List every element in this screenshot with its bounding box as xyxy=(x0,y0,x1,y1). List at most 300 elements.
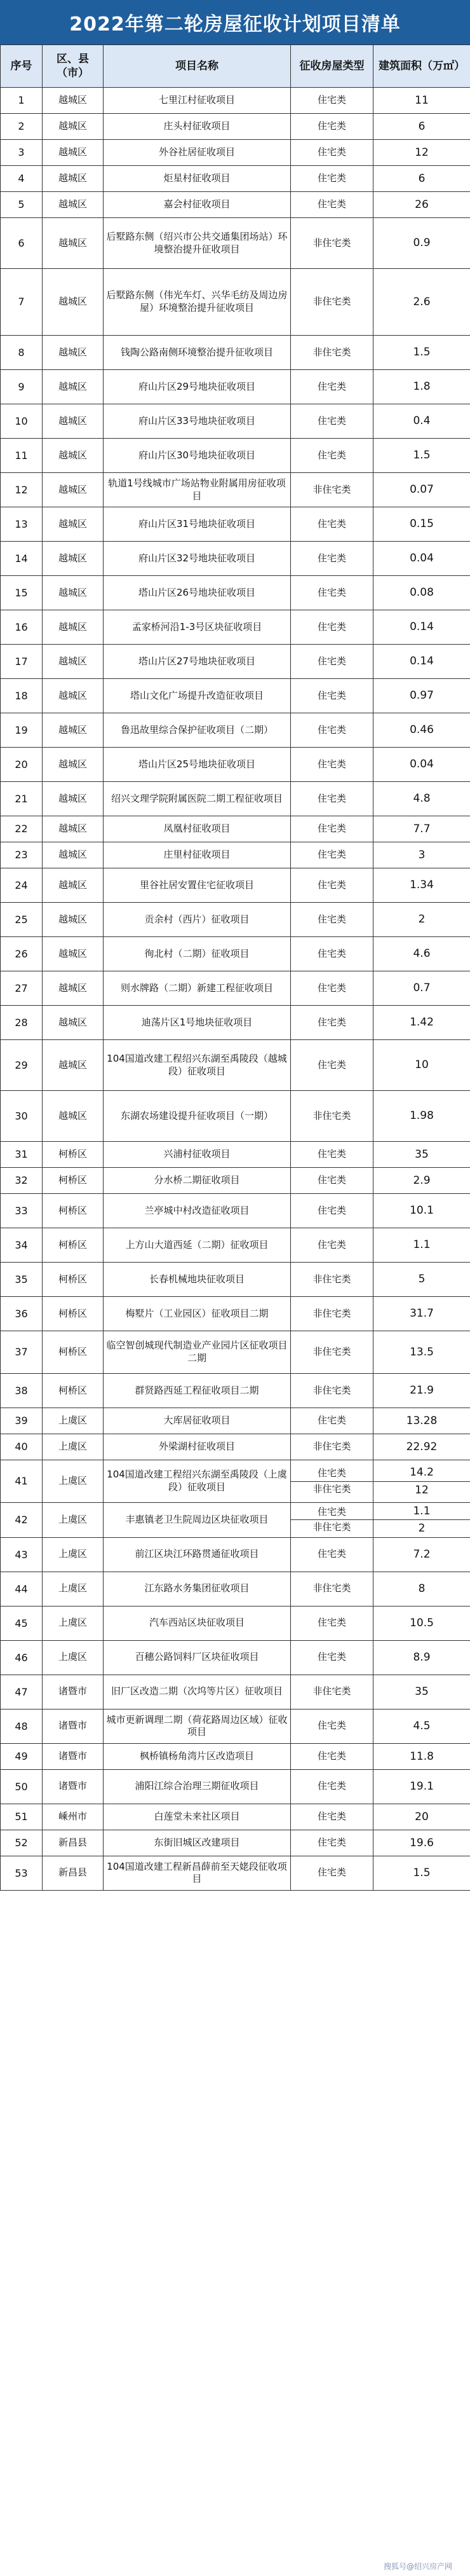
cell-serial: 9 xyxy=(1,370,43,404)
cell-floor-area: 4.5 xyxy=(373,1709,470,1743)
cell-serial: 29 xyxy=(1,1040,43,1091)
cell-floor-area: 0.04 xyxy=(373,748,470,782)
cell-serial: 53 xyxy=(1,1856,43,1890)
cell-floor-area: 2.6 xyxy=(373,269,470,336)
table-row xyxy=(1,1743,470,1769)
cell-district: 上虞区 xyxy=(43,1537,104,1572)
cell-floor-area: 35 xyxy=(373,1142,470,1168)
table-row xyxy=(1,140,470,166)
cell-serial: 13 xyxy=(1,507,43,542)
cell-floor-area: 0.08 xyxy=(373,576,470,610)
cell-floor-area: 1.42 xyxy=(373,1006,470,1040)
cell-serial: 30 xyxy=(1,1091,43,1142)
header-house-type: 征收房屋类型 xyxy=(291,45,373,88)
cell-floor-area: 13.28 xyxy=(373,1408,470,1434)
cell-project-name: 城市更新调理二期（荷花路周边区域）征收项目 xyxy=(104,1709,291,1743)
table-body xyxy=(1,88,470,1891)
table-row xyxy=(1,1434,470,1460)
table-row xyxy=(1,1006,470,1040)
cell-district: 越城区 xyxy=(43,166,104,192)
cell-project-name: 外谷社居征收项目 xyxy=(104,140,291,166)
cell-house-type: 住宅类 xyxy=(291,192,373,218)
cell-serial: 45 xyxy=(1,1606,43,1640)
table-row xyxy=(1,1640,470,1675)
cell-floor-area: 19.6 xyxy=(373,1830,470,1856)
cell-district: 嵊州市 xyxy=(43,1804,104,1830)
cell-house-type: 住宅类 xyxy=(291,1804,373,1830)
cell-house-type: 非住宅类 xyxy=(291,1675,373,1709)
header-district: 区、县（市） xyxy=(43,45,104,88)
cell-project-name: 白莲堂未来社区项目 xyxy=(104,1804,291,1830)
cell-project-name: 百穗公路饲料厂区块征收项目 xyxy=(104,1640,291,1675)
cell-district: 越城区 xyxy=(43,782,104,816)
cell-serial: 8 xyxy=(1,336,43,370)
table-row xyxy=(1,269,470,336)
cell-serial: 49 xyxy=(1,1743,43,1769)
cell-serial: 50 xyxy=(1,1769,43,1804)
cell-project-name: 府山片区31号地块征收项目 xyxy=(104,507,291,542)
cell-project-name: 东湖农场建设提升征收项目（一期） xyxy=(104,1091,291,1142)
cell-floor-area: 8 xyxy=(373,1572,470,1606)
cell-serial: 10 xyxy=(1,404,43,439)
cell-serial: 14 xyxy=(1,542,43,576)
cell-house-type: 住宅类 xyxy=(291,1537,373,1572)
cell-house-type: 住宅类 xyxy=(291,679,373,713)
table-row xyxy=(1,1331,470,1374)
cell-floor-area: 10 xyxy=(373,1040,470,1091)
cell-serial: 44 xyxy=(1,1572,43,1606)
cell-floor-area: 12 xyxy=(373,140,470,166)
cell-floor-area: 10.1 xyxy=(373,1194,470,1228)
table-row xyxy=(1,903,470,937)
cell-house-type: 住宅类 xyxy=(291,1856,373,1890)
house-type-entry: 住宅类 xyxy=(291,1505,373,1521)
cell-district: 越城区 xyxy=(43,336,104,370)
floor-area-entry: 12 xyxy=(415,1483,429,1497)
cell-serial: 43 xyxy=(1,1537,43,1572)
cell-floor-area: 35 xyxy=(373,1675,470,1709)
cell-serial: 7 xyxy=(1,269,43,336)
table-row xyxy=(1,1709,470,1743)
cell-project-name: 104国道改建工程绍兴东湖至禹陵段（越城段）征收项目 xyxy=(104,1040,291,1091)
table-row xyxy=(1,473,470,507)
cell-project-name: 塔山文化广场提升改造征收项目 xyxy=(104,679,291,713)
cell-district: 越城区 xyxy=(43,903,104,937)
table-row xyxy=(1,1769,470,1804)
cell-floor-area: 20 xyxy=(373,1804,470,1830)
cell-serial: 5 xyxy=(1,192,43,218)
cell-serial: 28 xyxy=(1,1006,43,1040)
table-row xyxy=(1,1194,470,1228)
cell-project-name: 庄里村征收项目 xyxy=(104,842,291,868)
cell-district: 诸暨市 xyxy=(43,1769,104,1804)
header-project-name: 项目名称 xyxy=(104,45,291,88)
cell-project-name: 后墅路东侧（伟光车灯、兴华毛纺及周边房屋）环境整治提升征收项目 xyxy=(104,269,291,336)
cell-house-type: 非住宅类 xyxy=(291,1572,373,1606)
cell-house-type: 非住宅类 xyxy=(291,218,373,269)
cell-floor-area: 1.34 xyxy=(373,868,470,903)
watermark: 搜狐号@绍兴房产网 xyxy=(383,2562,452,2571)
cell-district: 上虞区 xyxy=(43,1434,104,1460)
cell-house-type: 住宅类 xyxy=(291,903,373,937)
cell-serial: 24 xyxy=(1,868,43,903)
cell-district: 新昌县 xyxy=(43,1830,104,1856)
cell-house-type: 住宅类 xyxy=(291,576,373,610)
cell-district: 诸暨市 xyxy=(43,1709,104,1743)
cell-floor-area: 19.1 xyxy=(373,1769,470,1804)
cell-floor-area: 0.04 xyxy=(373,542,470,576)
cell-floor-area: 7.7 xyxy=(373,816,470,842)
cell-serial: 36 xyxy=(1,1297,43,1331)
table-row xyxy=(1,1503,470,1538)
cell-project-name: 汽车西站区块征收项目 xyxy=(104,1606,291,1640)
cell-serial: 18 xyxy=(1,679,43,713)
cell-house-type: 住宅类 xyxy=(291,713,373,748)
cell-house-type: 非住宅类 xyxy=(291,1331,373,1374)
cell-house-type: 非住宅类 xyxy=(291,1374,373,1408)
cell-serial: 23 xyxy=(1,842,43,868)
cell-house-type: 住宅类 xyxy=(291,1168,373,1194)
cell-house-type: 住宅类 xyxy=(291,937,373,971)
cell-house-type: 住宅类 xyxy=(291,404,373,439)
cell-district: 上虞区 xyxy=(43,1640,104,1675)
table-row xyxy=(1,1408,470,1434)
table-row xyxy=(1,336,470,370)
cell-district: 柯桥区 xyxy=(43,1263,104,1297)
cell-project-name: 府山片区33号地块征收项目 xyxy=(104,404,291,439)
cell-district: 柯桥区 xyxy=(43,1194,104,1228)
cell-serial: 2 xyxy=(1,114,43,140)
cell-floor-area: 0.9 xyxy=(373,218,470,269)
cell-house-type: 住宅类 xyxy=(291,1830,373,1856)
cell-serial: 4 xyxy=(1,166,43,192)
table-row xyxy=(1,404,470,439)
table-row xyxy=(1,1091,470,1142)
cell-project-name: 长春机械地块征收项目 xyxy=(104,1263,291,1297)
table-row xyxy=(1,816,470,842)
cell-serial: 33 xyxy=(1,1194,43,1228)
cell-serial: 38 xyxy=(1,1374,43,1408)
cell-district: 柯桥区 xyxy=(43,1297,104,1331)
cell-house-type: 住宅类 xyxy=(291,645,373,679)
cell-house-type: 住宅类 xyxy=(291,140,373,166)
cell-project-name: 塔山片区27号地块征收项目 xyxy=(104,645,291,679)
cell-floor-area: 1.1 xyxy=(373,1228,470,1263)
house-type-entry: 住宅类 xyxy=(291,1466,373,1482)
table-row xyxy=(1,610,470,645)
floor-area-entry: 14.2 xyxy=(373,1464,470,1481)
table-row xyxy=(1,1040,470,1091)
cell-serial: 41 xyxy=(1,1460,43,1503)
cell-serial: 52 xyxy=(1,1830,43,1856)
cell-district: 越城区 xyxy=(43,868,104,903)
cell-serial: 21 xyxy=(1,782,43,816)
cell-project-name: 钱陶公路南侧环境整治提升征收项目 xyxy=(104,336,291,370)
cell-project-name: 104国道改建工程绍兴东湖至禹陵段（上虞段）征收项目 xyxy=(104,1460,291,1503)
cell-house-type: 住宅类 xyxy=(291,88,373,114)
table-row xyxy=(1,88,470,114)
table-row xyxy=(1,507,470,542)
cell-serial: 48 xyxy=(1,1709,43,1743)
cell-district: 越城区 xyxy=(43,842,104,868)
cell-district: 诸暨市 xyxy=(43,1675,104,1709)
cell-project-name: 府山片区32号地块征收项目 xyxy=(104,542,291,576)
cell-serial: 19 xyxy=(1,713,43,748)
cell-house-type: 非住宅类 xyxy=(291,473,373,507)
cell-floor-area: 11 xyxy=(373,88,470,114)
table-row xyxy=(1,842,470,868)
cell-district: 上虞区 xyxy=(43,1606,104,1640)
cell-project-name: 庄头村征收项目 xyxy=(104,114,291,140)
cell-house-type: 住宅类 xyxy=(291,971,373,1006)
cell-project-name: 则水牌路（二期）新建工程征收项目 xyxy=(104,971,291,1006)
cell-floor-area: 1.5 xyxy=(373,439,470,473)
cell-project-name: 鲁迅故里综合保护征收项目（二期） xyxy=(104,713,291,748)
cell-project-name: 分水桥二期征收项目 xyxy=(104,1168,291,1194)
cell-serial: 40 xyxy=(1,1434,43,1460)
cell-floor-area: 5 xyxy=(373,1263,470,1297)
cell-serial: 31 xyxy=(1,1142,43,1168)
cell-floor-area: 0.14 xyxy=(373,610,470,645)
cell-district: 越城区 xyxy=(43,542,104,576)
cell-floor-area: 2 xyxy=(373,903,470,937)
cell-district: 上虞区 xyxy=(43,1572,104,1606)
cell-house-type: 非住宅类 xyxy=(291,1263,373,1297)
cell-district: 柯桥区 xyxy=(43,1228,104,1263)
cell-floor-area xyxy=(373,1503,470,1538)
cell-floor-area: 3 xyxy=(373,842,470,868)
cell-house-type: 非住宅类 xyxy=(291,1434,373,1460)
cell-house-type: 住宅类 xyxy=(291,782,373,816)
cell-project-name: 轨道1号线城市广场站物业附属用房征收项目 xyxy=(104,473,291,507)
table-row xyxy=(1,1804,470,1830)
cell-district: 越城区 xyxy=(43,192,104,218)
cell-project-name: 群贤路西延工程征收项目二期 xyxy=(104,1374,291,1408)
table-row xyxy=(1,1856,470,1890)
cell-house-type: 住宅类 xyxy=(291,1228,373,1263)
cell-project-name: 大库居征收项目 xyxy=(104,1408,291,1434)
cell-project-name: 塔山片区25号地块征收项目 xyxy=(104,748,291,782)
cell-floor-area: 8.9 xyxy=(373,1640,470,1675)
house-type-entry: 非住宅类 xyxy=(312,1521,351,1533)
cell-serial: 3 xyxy=(1,140,43,166)
cell-floor-area: 4.6 xyxy=(373,937,470,971)
cell-district: 越城区 xyxy=(43,507,104,542)
table-row xyxy=(1,439,470,473)
cell-project-name: 凤凰村征收项目 xyxy=(104,816,291,842)
cell-project-name: 府山片区30号地块征收项目 xyxy=(104,439,291,473)
cell-project-name: 徇北村（二期）征收项目 xyxy=(104,937,291,971)
table-row xyxy=(1,1675,470,1709)
cell-house-type: 住宅类 xyxy=(291,114,373,140)
cell-district: 越城区 xyxy=(43,1040,104,1091)
cell-house-type: 住宅类 xyxy=(291,842,373,868)
cell-floor-area xyxy=(373,1460,470,1503)
cell-district: 越城区 xyxy=(43,748,104,782)
table-header-row xyxy=(1,45,470,88)
table-row xyxy=(1,1263,470,1297)
cell-project-name: 外梁湖村征收项目 xyxy=(104,1434,291,1460)
cell-district: 越城区 xyxy=(43,439,104,473)
cell-district: 越城区 xyxy=(43,218,104,269)
table-row xyxy=(1,645,470,679)
cell-floor-area: 1.5 xyxy=(373,1856,470,1890)
cell-house-type: 住宅类 xyxy=(291,439,373,473)
table-row xyxy=(1,166,470,192)
cell-project-name: 104国道改建工程新昌薛前至天姥段征收项目 xyxy=(104,1856,291,1890)
table-row xyxy=(1,971,470,1006)
cell-house-type: 住宅类 xyxy=(291,1743,373,1769)
cell-serial: 22 xyxy=(1,816,43,842)
cell-project-name: 前江区块江环路贯通征收项目 xyxy=(104,1537,291,1572)
cell-floor-area: 0.15 xyxy=(373,507,470,542)
cell-project-name: 丰惠镇老卫生院周边区块征收项目 xyxy=(104,1503,291,1538)
cell-house-type: 住宅类 xyxy=(291,748,373,782)
cell-house-type xyxy=(291,1503,373,1538)
cell-project-name: 嘉会村征收项目 xyxy=(104,192,291,218)
cell-project-name: 贡余村（西片）征收项目 xyxy=(104,903,291,937)
cell-district: 越城区 xyxy=(43,88,104,114)
cell-serial: 32 xyxy=(1,1168,43,1194)
table-row xyxy=(1,1228,470,1263)
cell-serial: 37 xyxy=(1,1331,43,1374)
cell-house-type: 住宅类 xyxy=(291,370,373,404)
cell-serial: 46 xyxy=(1,1640,43,1675)
cell-district: 越城区 xyxy=(43,140,104,166)
cell-district: 柯桥区 xyxy=(43,1331,104,1374)
cell-project-name: 临空智创城现代制造业产业园片区征收项目二期 xyxy=(104,1331,291,1374)
cell-serial: 17 xyxy=(1,645,43,679)
cell-district: 柯桥区 xyxy=(43,1374,104,1408)
cell-serial: 26 xyxy=(1,937,43,971)
cell-house-type xyxy=(291,1460,373,1503)
cell-floor-area: 0.4 xyxy=(373,404,470,439)
cell-project-name: 绍兴文理学院附属医院二期工程征收项目 xyxy=(104,782,291,816)
cell-house-type: 住宅类 xyxy=(291,166,373,192)
cell-house-type: 住宅类 xyxy=(291,1709,373,1743)
cell-floor-area: 6 xyxy=(373,166,470,192)
table-row xyxy=(1,1168,470,1194)
cell-district: 越城区 xyxy=(43,404,104,439)
cell-serial: 42 xyxy=(1,1503,43,1538)
cell-floor-area: 1.5 xyxy=(373,336,470,370)
cell-floor-area: 1.8 xyxy=(373,370,470,404)
cell-floor-area: 2.9 xyxy=(373,1168,470,1194)
cell-project-name: 兰亭城中村改造征收项目 xyxy=(104,1194,291,1228)
cell-project-name: 东街旧城区改建项目 xyxy=(104,1830,291,1856)
cell-house-type: 住宅类 xyxy=(291,507,373,542)
cell-floor-area: 22.92 xyxy=(373,1434,470,1460)
cell-district: 越城区 xyxy=(43,645,104,679)
cell-district: 越城区 xyxy=(43,713,104,748)
cell-serial: 51 xyxy=(1,1804,43,1830)
cell-serial: 15 xyxy=(1,576,43,610)
table-row xyxy=(1,1830,470,1856)
cell-floor-area: 7.2 xyxy=(373,1537,470,1572)
table-row xyxy=(1,748,470,782)
cell-district: 越城区 xyxy=(43,1006,104,1040)
cell-serial: 34 xyxy=(1,1228,43,1263)
cell-project-name: 后墅路东侧（绍兴市公共交通集团场站）环境整治提升征收项目 xyxy=(104,218,291,269)
cell-project-name: 枫桥镇杨角湾片区改造项目 xyxy=(104,1743,291,1769)
cell-district: 越城区 xyxy=(43,269,104,336)
cell-project-name: 梅墅片（工业园区）征收项目二期 xyxy=(104,1297,291,1331)
table-row xyxy=(1,192,470,218)
table-row xyxy=(1,542,470,576)
cell-district: 诸暨市 xyxy=(43,1743,104,1769)
page-title: 2022年第二轮房屋征收计划项目清单 xyxy=(0,0,470,45)
cell-house-type: 住宅类 xyxy=(291,1606,373,1640)
table-row xyxy=(1,218,470,269)
table-row xyxy=(1,1572,470,1606)
cell-project-name: 塔山片区26号地块征收项目 xyxy=(104,576,291,610)
cell-house-type: 住宅类 xyxy=(291,1006,373,1040)
cell-district: 柯桥区 xyxy=(43,1168,104,1194)
cell-district: 越城区 xyxy=(43,370,104,404)
cell-project-name: 炬星村征收项目 xyxy=(104,166,291,192)
cell-floor-area: 31.7 xyxy=(373,1297,470,1331)
cell-project-name: 迪荡片区1号地块征收项目 xyxy=(104,1006,291,1040)
table-row xyxy=(1,937,470,971)
table-row xyxy=(1,868,470,903)
cell-project-name: 浦阳江综合治理三期征收项目 xyxy=(104,1769,291,1804)
cell-house-type: 住宅类 xyxy=(291,1769,373,1804)
floor-area-entry: 2 xyxy=(418,1522,426,1535)
floor-area-entry: 1.1 xyxy=(373,1503,470,1520)
cell-house-type: 非住宅类 xyxy=(291,1297,373,1331)
cell-floor-area: 0.7 xyxy=(373,971,470,1006)
cell-house-type: 住宅类 xyxy=(291,816,373,842)
cell-floor-area: 10.5 xyxy=(373,1606,470,1640)
header-floor-area: 建筑面积（万㎡） xyxy=(373,45,470,88)
cell-project-name: 江东路水务集团征收项目 xyxy=(104,1572,291,1606)
cell-house-type: 非住宅类 xyxy=(291,269,373,336)
cell-district: 越城区 xyxy=(43,937,104,971)
cell-floor-area: 13.5 xyxy=(373,1331,470,1374)
cell-project-name: 上方山大道西延（二期）征收项目 xyxy=(104,1228,291,1263)
cell-serial: 20 xyxy=(1,748,43,782)
table-row xyxy=(1,1537,470,1572)
cell-serial: 27 xyxy=(1,971,43,1006)
cell-house-type: 住宅类 xyxy=(291,542,373,576)
cell-floor-area: 0.07 xyxy=(373,473,470,507)
cell-project-name: 旧厂区改造二期（次坞等片区）征收项目 xyxy=(104,1675,291,1709)
table-row xyxy=(1,782,470,816)
project-table xyxy=(0,45,470,1891)
cell-district: 越城区 xyxy=(43,473,104,507)
cell-serial: 35 xyxy=(1,1263,43,1297)
table-row xyxy=(1,114,470,140)
cell-house-type: 非住宅类 xyxy=(291,1091,373,1142)
cell-house-type: 住宅类 xyxy=(291,1142,373,1168)
cell-serial: 1 xyxy=(1,88,43,114)
cell-floor-area: 6 xyxy=(373,114,470,140)
cell-floor-area: 0.97 xyxy=(373,679,470,713)
cell-floor-area: 1.98 xyxy=(373,1091,470,1142)
cell-project-name: 七里江村征收项目 xyxy=(104,88,291,114)
cell-floor-area: 0.14 xyxy=(373,645,470,679)
cell-district: 越城区 xyxy=(43,816,104,842)
house-type-entry: 非住宅类 xyxy=(312,1483,351,1495)
cell-district: 越城区 xyxy=(43,610,104,645)
table-row xyxy=(1,1374,470,1408)
table-row xyxy=(1,1297,470,1331)
cell-house-type: 住宅类 xyxy=(291,1040,373,1091)
cell-district: 越城区 xyxy=(43,679,104,713)
cell-district: 新昌县 xyxy=(43,1856,104,1890)
cell-serial: 47 xyxy=(1,1675,43,1709)
cell-house-type: 住宅类 xyxy=(291,610,373,645)
